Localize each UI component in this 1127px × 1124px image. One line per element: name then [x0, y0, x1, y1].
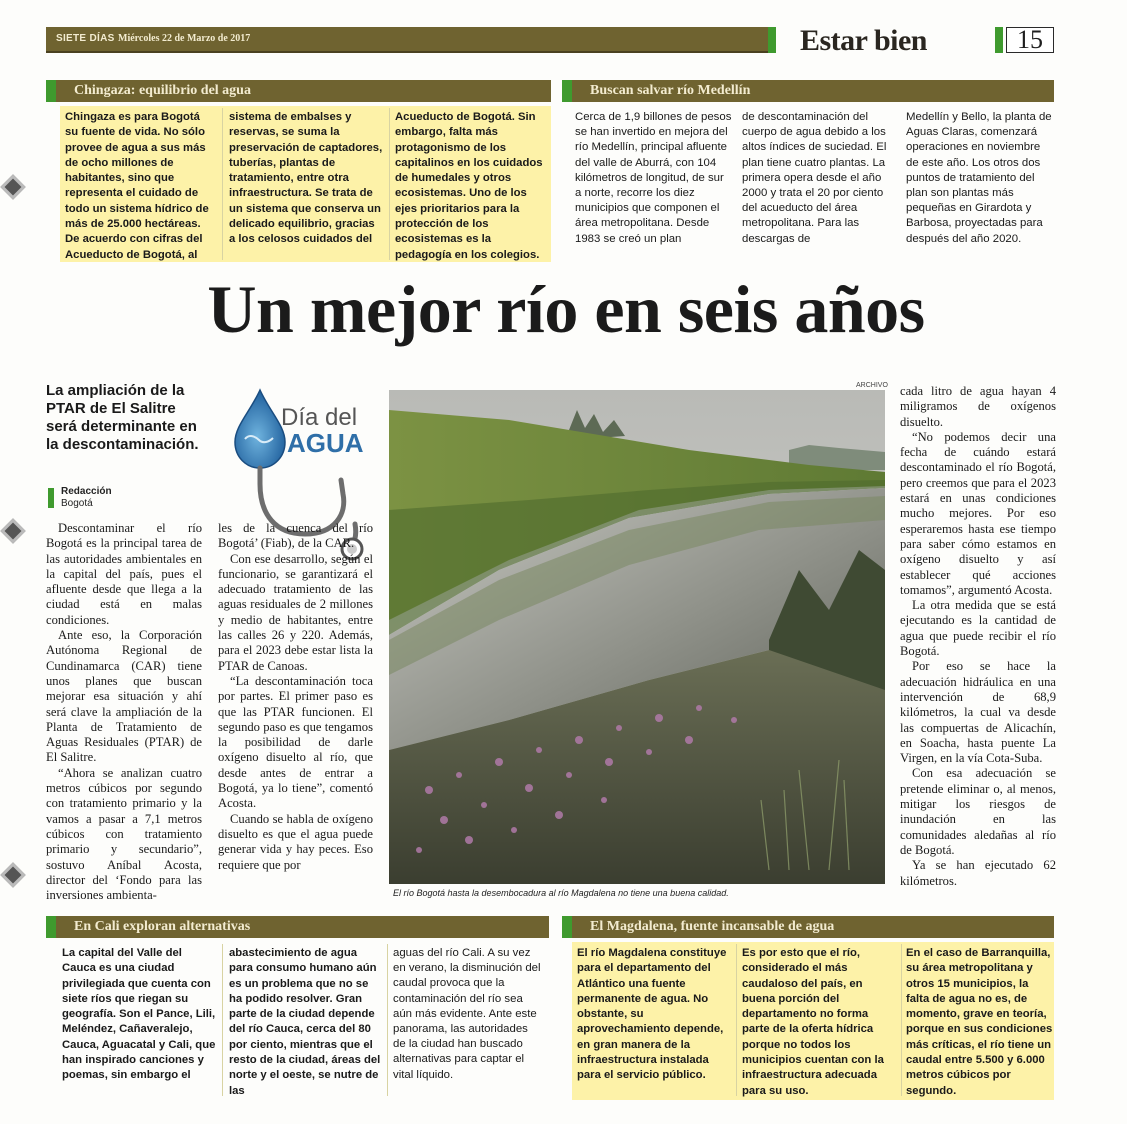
box-cali-col1: La capital del Valle del Cauca es una ciudad privilegiada que cuenta con siete ríos que riegan su geografía. Son el Pance, Lili, Meléndez, Cañaveralejo, Cauca, Aguacatal y Cali, que han inspirado canciones y poemas, sin embargo el — [62, 947, 216, 1082]
page-number: 15 — [1006, 27, 1054, 53]
registration-mark — [0, 518, 25, 543]
byline-place: Bogotá — [61, 498, 93, 509]
photo-credit: ARCHIVO — [856, 382, 888, 389]
article-column-2 — [218, 521, 373, 873]
article-column-3 — [900, 384, 1056, 889]
box-chingaza-col1: Chingaza es para Bogotá su fuente de vida. No sólo provee de agua a sus más de ocho millones de habitantes, sino que representa el cuidado de todo un sistema hídrico de más de 25.000 hectáreas. De acuerdo con cifras del Acueducto de Bogotá, al — [65, 111, 209, 261]
article-paragraph: Cuando se habla de oxígeno disuelto es que el agua puede generar vida y hay peces. Eso requiere que por — [218, 811, 373, 872]
article-paragraph: cada litro de agua hayan 4 miligramos de oxígenos disuelto. — [900, 384, 1056, 429]
logo-text-line2: AGUA — [287, 428, 364, 458]
column-divider — [736, 944, 737, 1096]
registration-mark — [0, 174, 25, 199]
article-paragraph: “Ahora se analizan cuatro metros cúbicos por segundo con tratamiento primario y la vamos a pasar a 7,1 metros cúbicos con tratamiento primario y secundario”, sostuvo Aníbal Acosta, director del ‘Fondo para las inversiones ambienta- — [46, 765, 202, 903]
article-paragraph: “No podemos decir una fecha de cuándo estará descontaminado el río Bogotá, pero creemos que para el 2023 estará en unas condiciones mucho mejores. Por eso esperaremos hasta ese tiempo para saber cómo estamos en oxígeno disuelto y así establecer qué acciones tomamos”, argumentó Acosta. — [900, 429, 1056, 597]
box-medellin-title: Buscan salvar río Medellín — [590, 83, 751, 98]
page-number-accent — [995, 27, 1003, 53]
box-cali-col2: abastecimiento de agua para consumo humano aún es un problema que no se ha podido resolver. Gran parte de la ciudad depende del río Cauca, cerca del 80 por ciento, mientras que el resto de la ciudad, áreas del norte y el oeste, se nutre de las — [229, 947, 381, 1097]
registration-mark — [0, 862, 25, 887]
column-divider — [222, 108, 223, 260]
box-cali-titlebar — [46, 916, 549, 938]
box-magdalena-col2: Es por esto que el río, considerado el más caudaloso del país, en buena porción del departamento no forma parte de la oferta hídrica porque no todos los municipios cuentan con la infraestructura adecuada para su uso. — [742, 947, 884, 1097]
byline-accent — [48, 488, 54, 508]
byline-author: Redacción — [61, 486, 112, 497]
box-medellin-col1: Cerca de 1,9 billones de pesos se han invertido en mejora del río Medellín, principal afluente del valle de Aburrá, con 104 kilómetros de longitud, de sur a norte, recorre los diez municipios que componen el área metropolitana. Desde 1983 se creó un plan — [575, 111, 732, 245]
column-divider — [901, 944, 902, 1096]
column-divider — [222, 944, 223, 1096]
page-header-bar — [46, 27, 774, 53]
box-magdalena-col3: En el caso de Barranquilla, su área metropolitana y otros 15 municipios, la falta de agua no es, de momento, grave en teoría, porque en sus condiciones más críticas, el río tiene un caudal entre 5.500 y 6.000 metros cúbicos por segundo. — [906, 947, 1053, 1097]
article-paragraph: Con esa adecuación se pretende eliminar o, al menos, mitigar los riesgos de inundación en las comunidades aledañas al río de Bogotá. — [900, 766, 1056, 857]
box-magdalena-titlebar — [562, 916, 1054, 938]
column-divider — [387, 944, 388, 1096]
article-paragraph: Ya se han ejecutado 62 kilómetros. — [900, 858, 1056, 888]
issue-date: Miércoles 22 de Marzo de 2017 — [118, 33, 251, 44]
logo-text-line1: Día del — [281, 404, 358, 431]
section-title: Estar bien — [800, 24, 927, 57]
header-accent — [768, 27, 776, 53]
box-chingaza-title: Chingaza: equilibrio del agua — [74, 83, 251, 98]
box-medellin-titlebar — [562, 80, 1054, 102]
article-paragraph: les de la cuenca del río Bogotá’ (Fiab), de la CAR. — [218, 521, 373, 551]
byline — [61, 486, 112, 510]
column-divider — [389, 108, 390, 260]
article-paragraph: Con ese desarrollo, según el funcionario, se garantizará el adecuado tratamiento de las aguas residuales de 2 millones y medio de habitantes, entre las calles 26 y 220. Además, para el 2023 debe estar lista la PTAR de Canoas. — [218, 551, 373, 673]
article-paragraph: Descontaminar el río Bogotá es la principal tarea de las autoridades ambientales en la capital del país, pues el afluente desde que llega a la ciudad está en malas condiciones. — [46, 521, 202, 627]
box-chingaza-col3: Acueducto de Bogotá. Sin embargo, falta más protagonismo de los capitalinos en los cuidados de humedales y otros ecosistemas. Uno de los ejes prioritarios para la protección de los ecosistemas es la pedagogía en los colegios. — [395, 111, 543, 261]
box-magdalena-col1: El río Magdalena constituye para el departamento del Atlántico una fuente permanente de agua. No obstante, su aprovechamiento depende, en gran manera de la infraestructura instalada para el servicio público. — [577, 947, 727, 1082]
article-column-1 — [46, 521, 202, 903]
box-magdalena-title: El Magdalena, fuente incansable de agua — [590, 919, 835, 934]
publication-name: SIETE DÍAS — [56, 33, 115, 44]
river-photo — [389, 390, 885, 884]
box-cali-col3: aguas del río Cali. A su vez en verano, la disminución del caudal provoca que la contaminación del río sea aún más evidente. Ante este panorama, las autoridades de la ciudad han buscado alternativas para captar el vital líquido. — [393, 947, 541, 1081]
box-medellin-col3: Medellín y Bello, la planta de Aguas Claras, comenzará operaciones en noviembre de este año. Los otros dos puntos de tratamiento del plan son plantas más pequeñas en Girardota y Barbosa, proyectadas para después del año 2020. — [906, 111, 1052, 245]
box-medellin-col2: de descontaminación del cuerpo de agua debido a los altos índices de suciedad. El plan tiene cuatro plantas. La primera opera desde el año 2000 y trata el 20 por ciento del acueducto del área metropolitana. Para las descargas de — [742, 111, 887, 245]
headline: Un mejor río en seis años — [207, 271, 925, 347]
box-cali-title: En Cali exploran alternativas — [74, 919, 251, 934]
article-paragraph: “La descontaminación toca por partes. El primer paso es que las PTAR funcionen. El segundo paso es que tengamos la posibilidad de darle oxígeno disuelto al río, que desde antes de entrar a Bogotá, ya lo tiene”, comentó Acosta. — [218, 673, 373, 811]
photo-caption: El río Bogotá hasta la desembocadura al río Magdalena no tiene una buena calidad. — [393, 888, 729, 898]
box-chingaza-col2: sistema de embalses y reservas, se suma la preservación de captadores, tuberías, plantas de tratamiento, entre otra infraestructura. Se trata de un sistema que conserva un delicado equilibrio, gracias a los celosos cuidados del — [229, 111, 383, 246]
box-chingaza-titlebar — [46, 80, 551, 102]
lede: La ampliación de la PTAR de El Salitre será determinante en la descontaminación. — [46, 382, 199, 453]
article-paragraph: Por eso se hace la adecuación hidráulica en una intervención de 68,9 kilómetros, la cual va desde las compuertas de Alicachín, en Soacha, hasta puente La Virgen, en la vía Cota-Suba. — [900, 659, 1056, 766]
article-paragraph: Ante eso, la Corporación Autónoma Regional de Cundinamarca (CAR) tiene unos planes que buscan mejorar esa situación y ahí será clave la ampliación de la Planta de Tratamiento de Aguas Residuales (PTAR) de El Salitre. — [46, 628, 202, 765]
article-paragraph: La otra medida que se está ejecutando es la cantidad de agua que puede recibir el río Bogotá. — [900, 598, 1056, 659]
